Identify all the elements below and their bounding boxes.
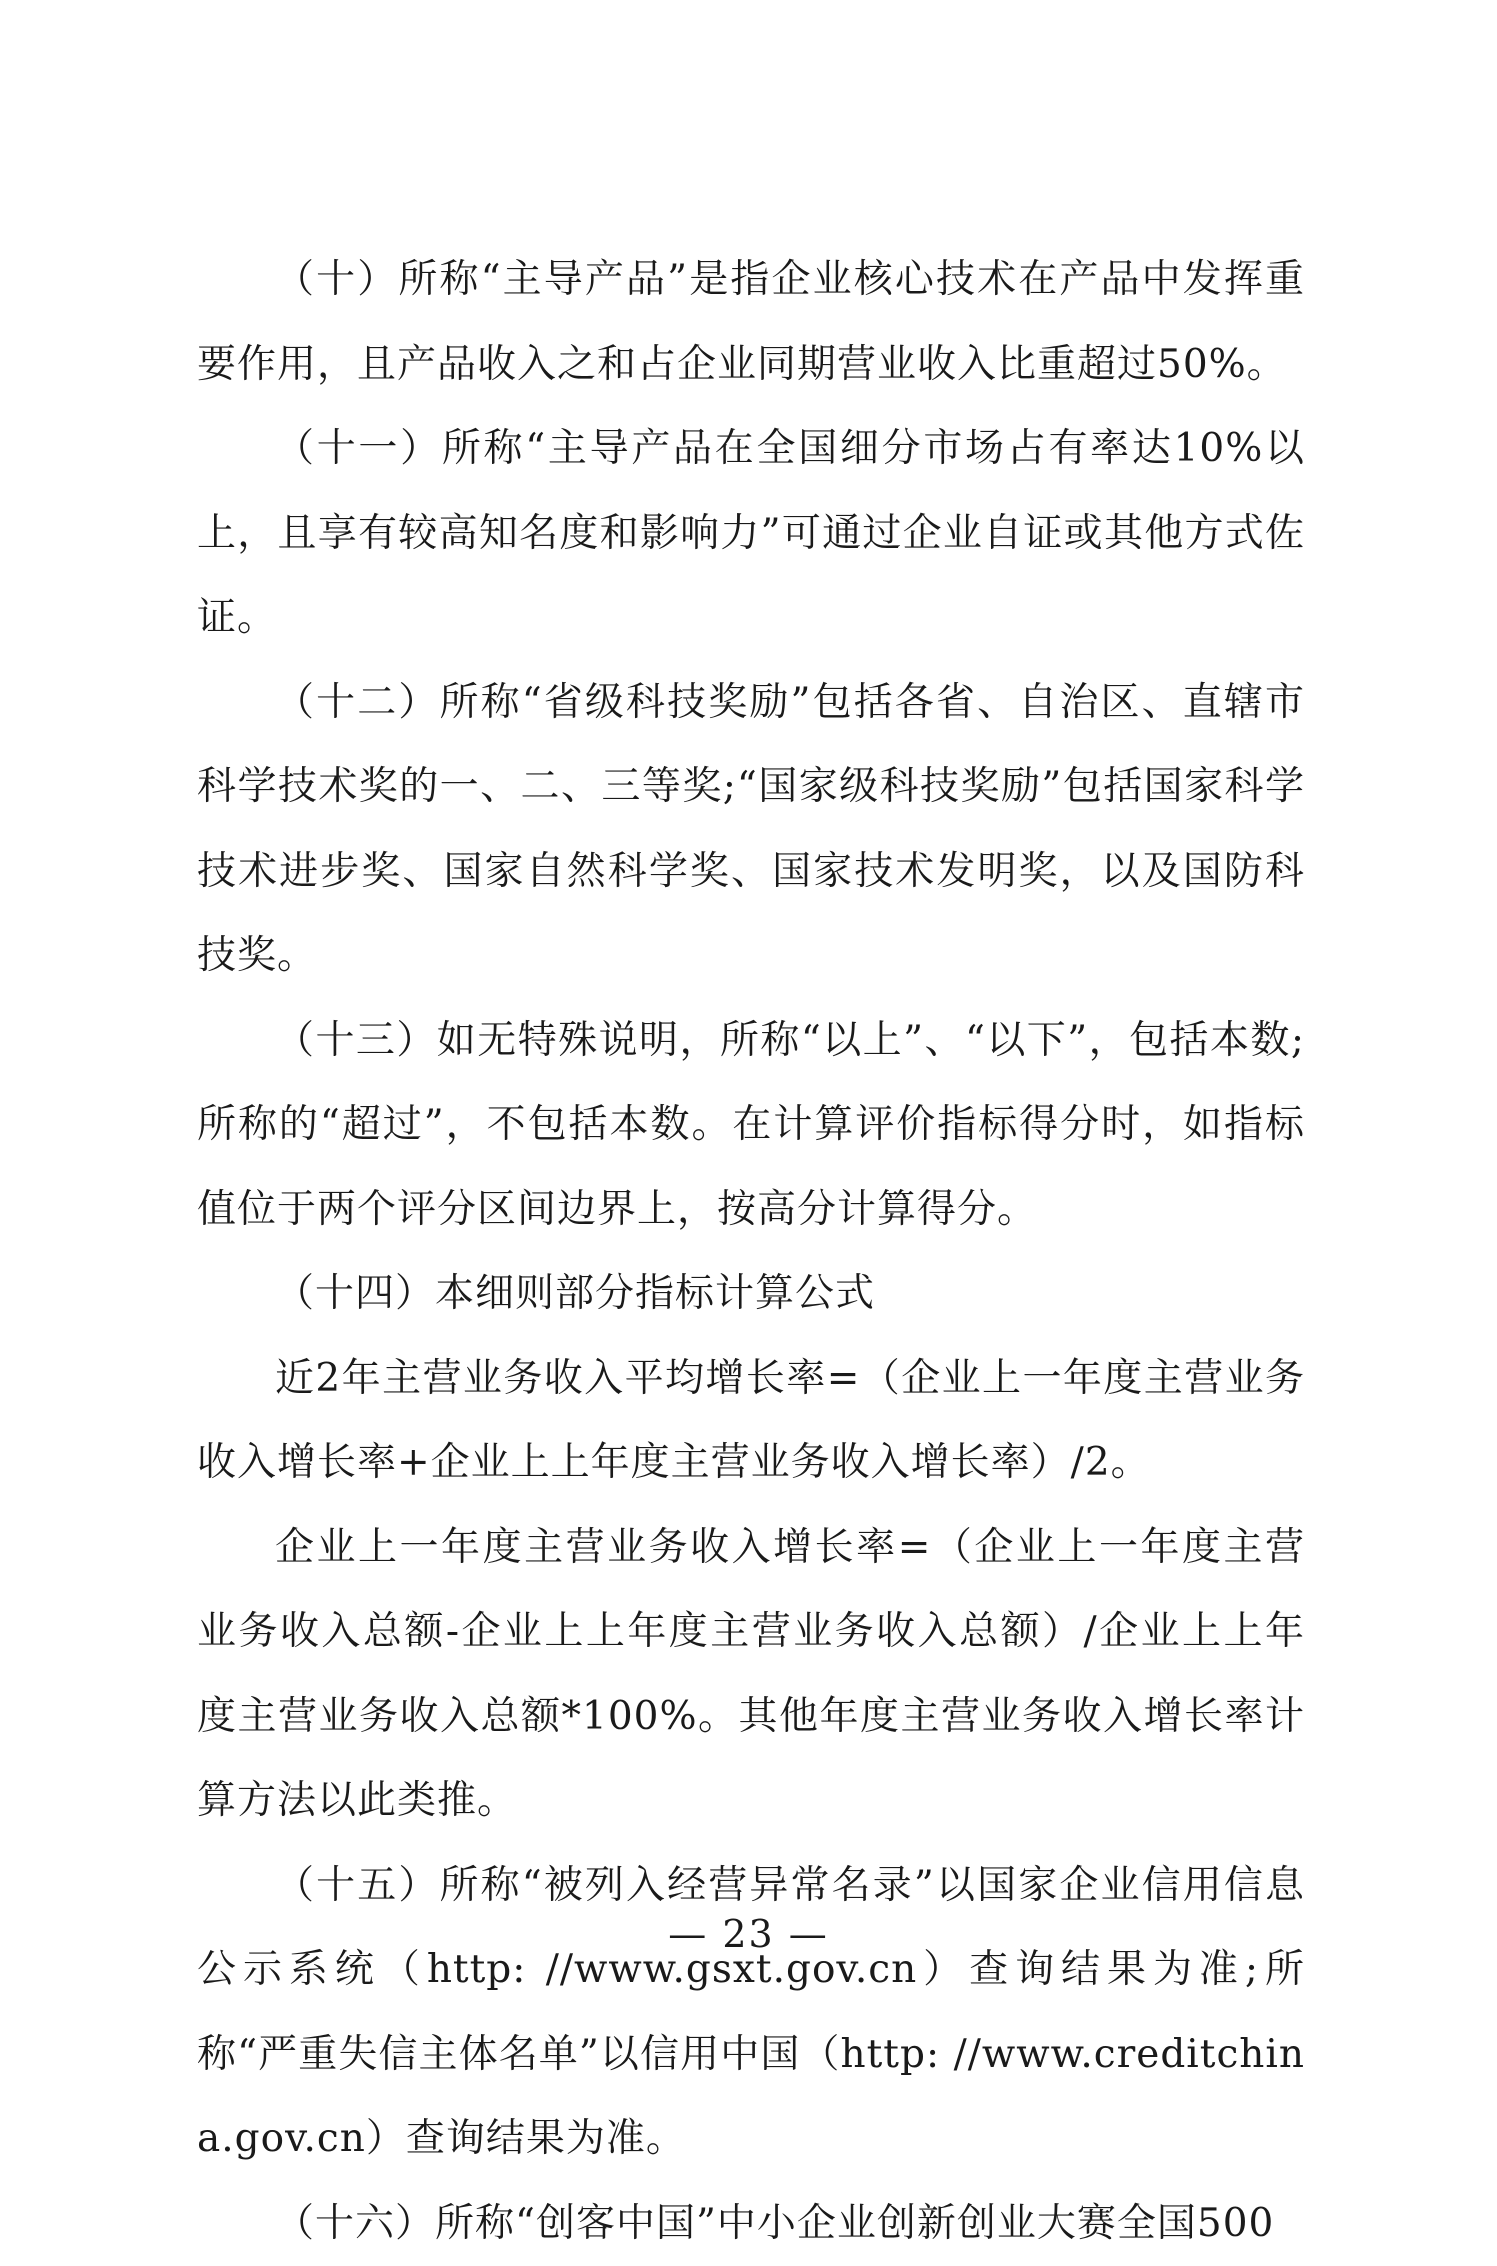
paragraph-13: （十三）如无特殊说明，所称“以上”、“以下”，包括本数;所称的“超过”，不包括本数。在计算评价指标得分时，如指标值位于两个评分区间边界上，按高分计算得分。 bbox=[197, 999, 1305, 1253]
paragraph-16: （十六）所称“创客中国”中小企业创新创业大赛全国500 bbox=[197, 2182, 1305, 2266]
paragraph-14: （十四）本细则部分指标计算公式 bbox=[197, 1252, 1305, 1337]
page-number: — 23 — bbox=[0, 1912, 1497, 1956]
document-body bbox=[197, 238, 1305, 2266]
formula-average-growth: 近2年主营业务收入平均增长率=（企业上一年度主营业务收入增长率+企业上上年度主营业务收入增长率）/2。 bbox=[197, 1337, 1305, 1506]
formula-annual-growth: 企业上一年度主营业务收入增长率=（企业上一年度主营业务收入总额-企业上上年度主营业务收入总额）/企业上上年度主营业务收入总额*100%。其他年度主营业务收入增长率计算方法以此类推。 bbox=[197, 1506, 1305, 1844]
paragraph-10: （十）所称“主导产品”是指企业核心技术在产品中发挥重要作用，且产品收入之和占企业同期营业收入比重超过50%。 bbox=[197, 238, 1305, 407]
paragraph-11: （十一）所称“主导产品在全国细分市场占有率达10%以上，且享有较高知名度和影响力”可通过企业自证或其他方式佐证。 bbox=[197, 407, 1305, 661]
paragraph-12: （十二）所称“省级科技奖励”包括各省、自治区、直辖市科学技术奖的一、二、三等奖;“国家级科技奖励”包括国家科学技术进步奖、国家自然科学奖、国家技术发明奖，以及国防科技奖。 bbox=[197, 661, 1305, 999]
paragraph-15: （十五）所称“被列入经营异常名录”以国家企业信用信息公示系统（http: //www.gsxt.gov.cn）查询结果为准;所称“严重失信主体名单”以信用中国（http: //www.creditchina.gov.cn）查询结果为准。 bbox=[197, 1844, 1305, 2182]
